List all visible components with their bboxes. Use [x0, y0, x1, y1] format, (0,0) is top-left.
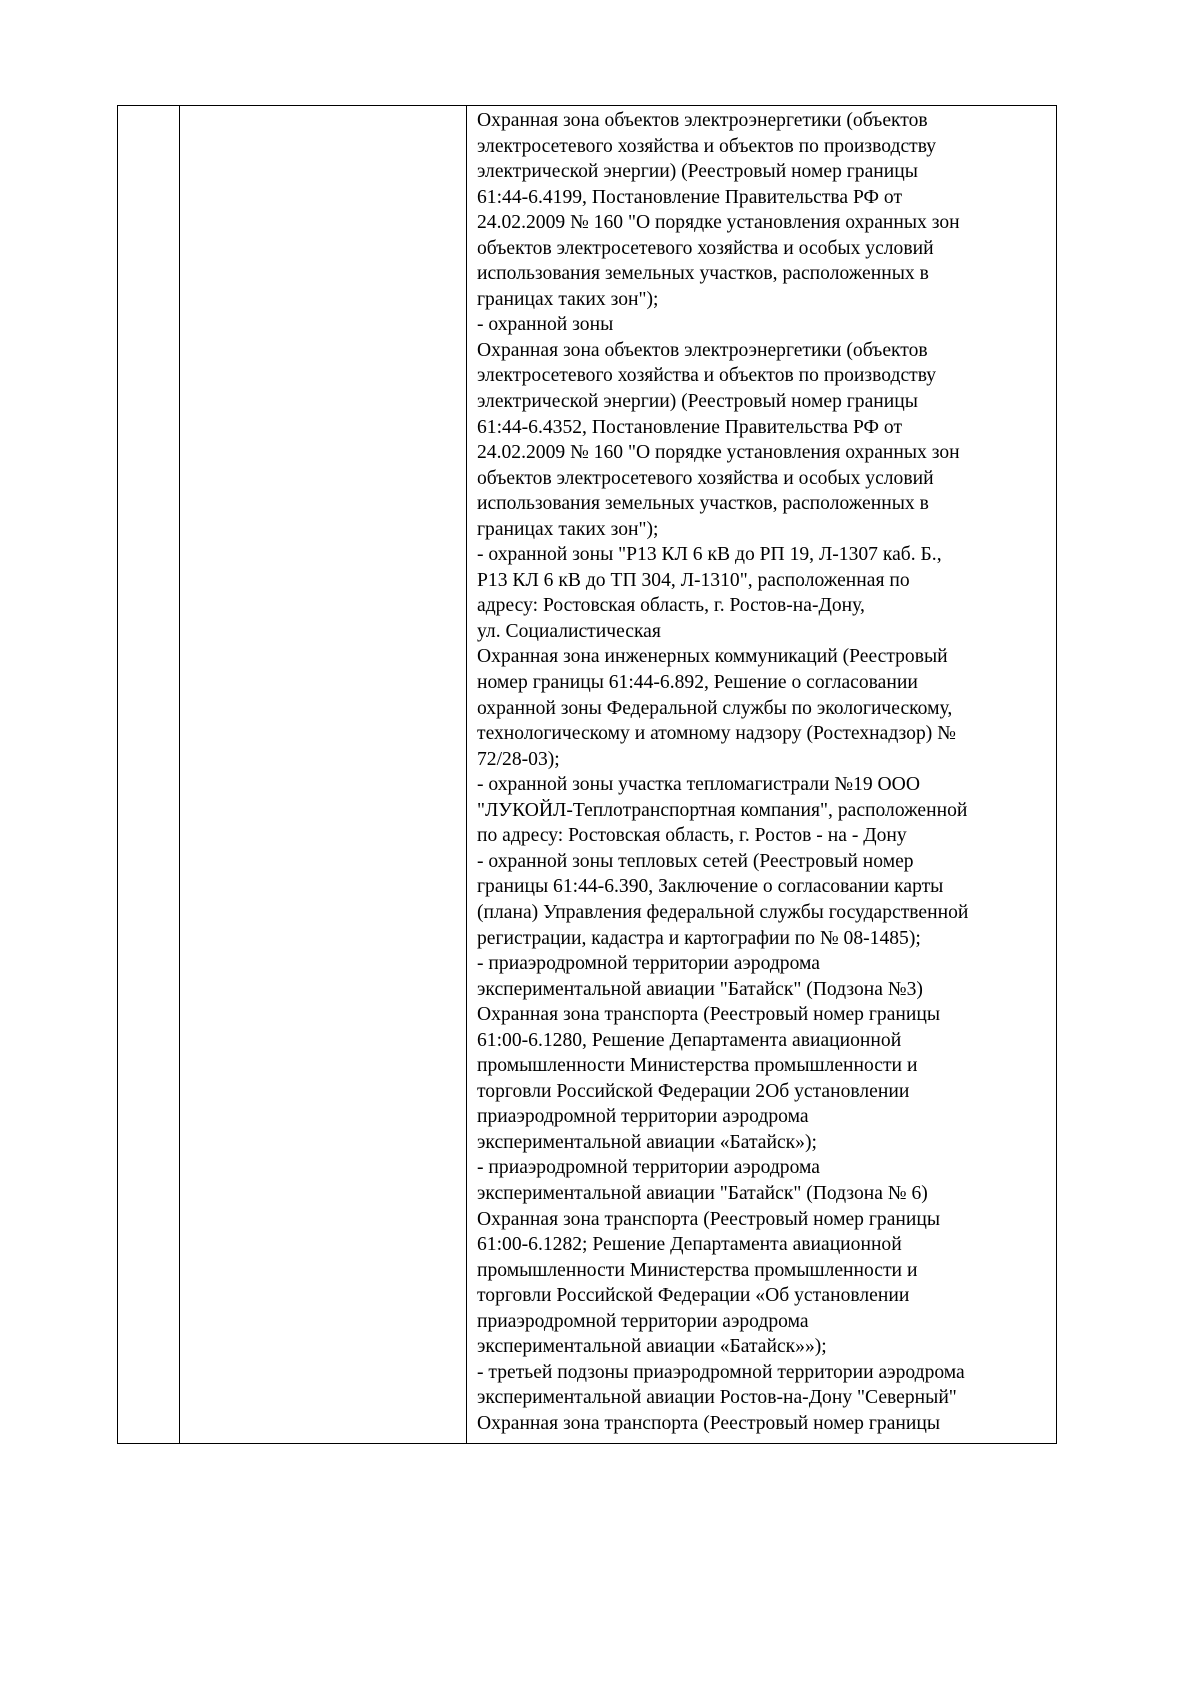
description-line: 61:00-6.1282; Решение Департамента авиационной — [477, 1234, 902, 1256]
description-line: адресу: Ростовская область, г. Ростов-на-Дону, — [477, 595, 865, 617]
description-line: торговли Российской Федерации «Об установлении — [477, 1285, 910, 1307]
description-line: Охранная зона инженерных коммуникаций (Реестровый — [477, 646, 948, 668]
description-line: Охранная зона объектов электроэнергетики (объектов — [477, 339, 928, 361]
description-line: 61:44-6.4352, Постановление Правительства РФ от — [477, 416, 903, 438]
description-line: 72/28-03); — [477, 748, 560, 770]
description-line: (плана) Управления федеральной службы государственной — [477, 901, 969, 923]
description-line: Охранная зона транспорта (Реестровый номер границы — [477, 1412, 941, 1434]
description-line: границах таких зон"); — [477, 288, 659, 310]
object-name-cell — [180, 106, 467, 1444]
description-line: 61:44-6.4199, Постановление Правительства РФ от — [477, 186, 903, 208]
description-line: - приаэродромной территории аэродрома — [477, 953, 820, 975]
description-line: объектов электросетевого хозяйства и особых условий — [477, 237, 934, 259]
description-line: границы 61:44-6.390, Заключение о согласовании карты — [477, 876, 944, 898]
description-line: Р13 КЛ 6 кВ до ТП 304, Л-1310", расположенная по — [477, 569, 910, 591]
description-line: охранной зоны Федеральной службы по экологическому, — [477, 697, 953, 719]
description-line: - приаэродромной территории аэродрома — [477, 1157, 820, 1179]
description-line: использования земельных участков, расположенных в — [477, 493, 929, 515]
description-line: 61:00-6.1280, Решение Департамента авиационной — [477, 1029, 902, 1051]
table-row — [118, 106, 1057, 1444]
description-line: объектов электросетевого хозяйства и особых условий — [477, 467, 934, 489]
description-line: "ЛУКОЙЛ-Теплотранспортная компания", расположенной — [477, 799, 968, 821]
description-line: ул. Социалистическая — [477, 620, 661, 642]
description-line: торговли Российской Федерации 2Об установлении — [477, 1080, 910, 1102]
description-line: - охранной зоны — [477, 314, 614, 336]
description-line: Охранная зона объектов электроэнергетики (объектов — [477, 110, 928, 131]
description-line: экспериментальной авиации "Батайск" (Подзона №3) — [477, 978, 923, 1000]
document-table — [117, 105, 1057, 1444]
description-line: экспериментальной авиации Ростов-на-Дону "Северный" — [477, 1387, 957, 1409]
description-line: электрической энергии) (Реестровый номер границы — [477, 161, 918, 183]
description-line: границах таких зон"); — [477, 518, 659, 540]
description-line: по адресу: Ростовская область, г. Ростов - на - Дону — [477, 825, 907, 847]
description-line: - охранной зоны участка тепломагистрали №19 ООО — [477, 774, 920, 796]
description-line: промышленности Министерства промышленности и — [477, 1259, 918, 1281]
description-line: - третьей подзоны приаэродромной территории аэродрома — [477, 1361, 965, 1383]
description-text — [477, 108, 1048, 1436]
description-line: 24.02.2009 № 160 "О порядке установления охранных зон — [477, 212, 960, 234]
description-line: электросетевого хозяйства и объектов по производству — [477, 135, 937, 157]
description-line: электросетевого хозяйства и объектов по производству — [477, 365, 937, 387]
description-line: приаэродромной территории аэродрома — [477, 1310, 809, 1332]
description-line: технологическому и атомному надзору (Ростехнадзор) № — [477, 723, 956, 745]
description-line: экспериментальной авиации «Батайск»); — [477, 1131, 817, 1153]
description-line: электрической энергии) (Реестровый номер границы — [477, 391, 918, 413]
description-line: - охранной зоны "Р13 КЛ 6 кВ до РП 19, Л-1307 каб. Б., — [477, 544, 942, 566]
description-line: экспериментальной авиации "Батайск" (Подзона № 6) — [477, 1182, 928, 1204]
description-line: Охранная зона транспорта (Реестровый номер границы — [477, 1208, 941, 1230]
description-line: - охранной зоны тепловых сетей (Реестровый номер — [477, 850, 914, 872]
description-line: номер границы 61:44-6.892, Решение о согласовании — [477, 672, 918, 694]
row-number-cell — [118, 106, 180, 1444]
description-line: Охранная зона транспорта (Реестровый номер границы — [477, 1004, 941, 1026]
description-line: приаэродромной территории аэродрома — [477, 1106, 809, 1128]
description-line: использования земельных участков, расположенных в — [477, 263, 929, 285]
description-line: промышленности Министерства промышленности и — [477, 1055, 918, 1077]
restrictions-description-cell — [467, 106, 1057, 1444]
description-line: 24.02.2009 № 160 "О порядке установления охранных зон — [477, 442, 960, 464]
description-line: регистрации, кадастра и картографии по № 08-1485); — [477, 927, 921, 949]
description-line: экспериментальной авиации «Батайск»»); — [477, 1336, 827, 1358]
